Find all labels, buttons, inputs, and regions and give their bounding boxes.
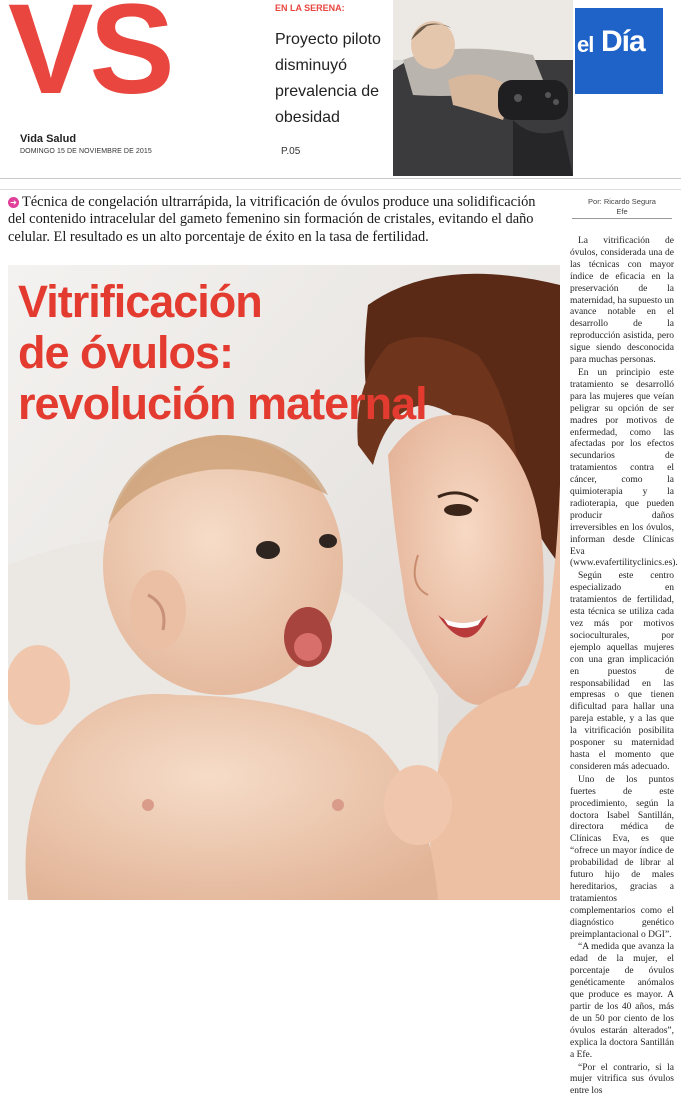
section-name: Vida Salud	[20, 133, 77, 145]
body-paragraph: La vitrificación de óvulos, considerada una de las técnicas con mayor índice de eficacia en la preservación de la maternidad, ha supuesto un avance notable en el desarrollo de la reproducción asistida, pero sigue siendo desconocida para muchas personas.	[570, 236, 674, 366]
teaser-kicker: EN LA SERENA:	[275, 3, 345, 13]
body-paragraph: Uno de los puntos fuertes de este procedimiento, según la doctora Isabel Santillán, directora médica de Clínicas Eva, es que “ofrece un mayor índice de probabilidad de librar al futuro hijo de males hereditarios, gracias a tratamientos complementarios como el diagnóstico genético preimplantacional o DGI”.	[570, 774, 674, 940]
body-paragraph: “Por el contrario, si la mujer vitrifica sus óvulos entre los	[570, 1062, 674, 1097]
article-headline	[18, 276, 427, 429]
body-paragraph: “A medida que avanza la edad de la mujer, el porcentaje de óvulos genéticamente anómalos que produce es mayor. A partir de los 40 años, más de un 50 por ciento de los óvulos estarán alterados”, explica la doctora Santillán a Efe.	[570, 942, 674, 1060]
newspaper-logo[interactable]	[575, 8, 663, 94]
brand-prefix: el	[577, 32, 594, 57]
lede-text: Técnica de congelación ultrarrápida, la vitrificación de óvulos produce una solidificación del contenido intracelular del gameto femenino sin formación de cristales, evitando el daño celular. El resultado es un alto porcentaje de éxito en la tasa de fertilidad.	[8, 194, 536, 245]
teaser-title[interactable]: Proyecto piloto disminuyó prevalencia de obesidad	[275, 31, 381, 126]
article-lede	[8, 194, 553, 246]
brand-name: Día	[601, 25, 645, 58]
teaser-photo	[393, 0, 573, 176]
headline-line-2: de óvulos:	[18, 327, 234, 378]
header-divider-secondary	[0, 189, 681, 190]
body-paragraph: Según este centro especializado en tratamientos de fertilidad, esta técnica se utiliza cada vez más por motivos socioculturales, por ejemplo aquellas mujeres con una gran implicación en puestos de responsabilidad en las empresas o que tienen dificultad para hallar una pareja estable, y a las que la vitrificación posibilita posponer su maternidad hasta el momento que consideren más adecuado.	[570, 571, 674, 772]
byline-agency: Efe	[616, 207, 628, 216]
byline	[572, 197, 672, 217]
headline-line-1: Vitrificación	[18, 276, 262, 327]
headline-line-3: revolución maternal	[18, 378, 427, 429]
byline-divider	[572, 218, 672, 219]
header-divider	[0, 178, 681, 179]
article-body	[570, 236, 678, 1099]
arrow-right-icon: ➜	[8, 197, 19, 208]
byline-author: Por: Ricardo Segura	[588, 197, 656, 206]
body-paragraph: En un principio este tratamiento se desarrolló para las mujeres que veían peligrar su opción de ser madres por motivos de enfermedad, como las afectadas por los efectos secundarios de tratamientos contra el cáncer, como la quimioterapia y la radioterapia, que pueden producir daños irreversibles en los óvulos, informan desde Clínicas Eva (www.evafertilityclinics.es).	[570, 367, 678, 569]
section-logo: VS	[8, 0, 171, 121]
issue-date: DOMINGO 15 DE NOVIEMBRE DE 2015	[20, 148, 152, 155]
teaser-page-number: P.05	[281, 146, 301, 157]
